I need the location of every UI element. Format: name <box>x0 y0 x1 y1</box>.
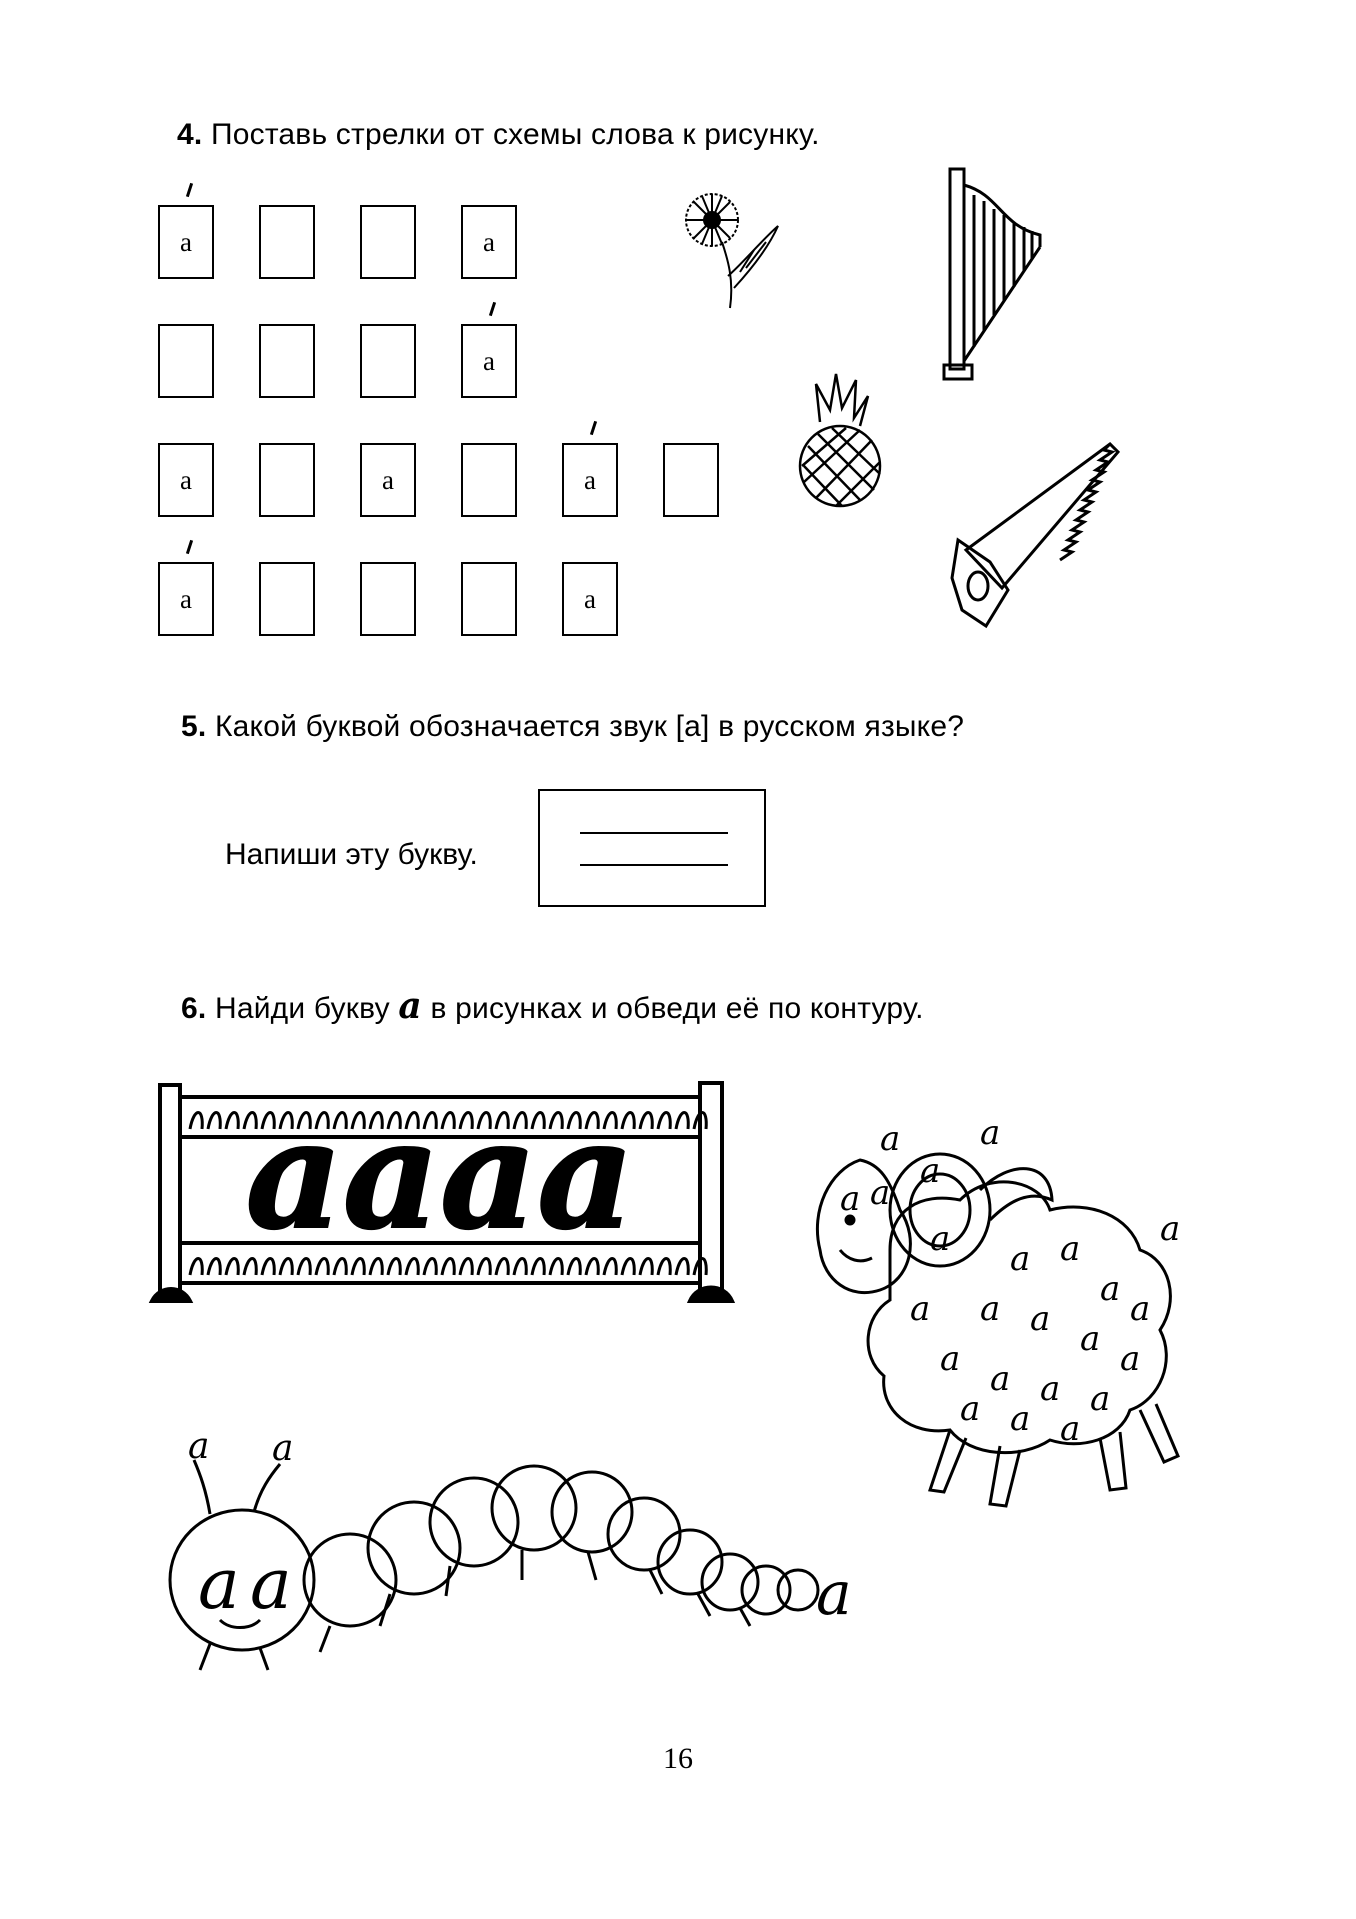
caterpillar-picture <box>150 1426 950 1690</box>
task-5-prompt: Напиши эту букву. <box>225 838 478 871</box>
task-4-number: 4. <box>177 118 203 151</box>
sheep-letter: а <box>1060 1229 1081 1269</box>
sheep-letter: а <box>980 1289 1001 1329</box>
sheep-letter: а <box>840 1179 861 1219</box>
rope-twist <box>226 1259 238 1276</box>
rope-twist <box>676 1259 688 1276</box>
writing-line <box>580 832 728 834</box>
stress-mark <box>186 540 193 554</box>
scheme-cell: а <box>158 443 214 517</box>
answer-box[interactable] <box>538 789 766 907</box>
task-5-question: Какой буквой обозначается звук [а] в русском языке? <box>214 710 965 743</box>
scheme-cell <box>259 205 315 279</box>
scheme-cell <box>461 562 517 636</box>
scheme-cell: а <box>562 562 618 636</box>
sheep-letter: а <box>1040 1369 1061 1409</box>
scheme-cell: а <box>158 205 214 279</box>
harp-icon <box>940 165 1050 385</box>
caterpillar-letter: а <box>198 1543 240 1625</box>
sheep-letter: а <box>1030 1299 1051 1339</box>
sheep-letter: а <box>1080 1319 1101 1359</box>
rope-twist <box>190 1259 202 1276</box>
scheme-cell <box>663 443 719 517</box>
sheep-letter: а <box>870 1173 891 1213</box>
sheep-letter: а <box>940 1339 961 1379</box>
page-number: 16 <box>663 1742 693 1775</box>
pineapple-icon <box>790 370 890 510</box>
rope-twist <box>208 1259 220 1276</box>
sheep-letter: а <box>910 1289 931 1329</box>
sheep-letter: а <box>1120 1339 1141 1379</box>
scheme-cell: а <box>461 205 517 279</box>
scheme-cell: а <box>461 324 517 398</box>
task-4-instruction: Поставь стрелки от схемы слова к рисунку. <box>210 118 820 151</box>
task-6-number: 6. <box>181 992 207 1025</box>
sheep-letter: а <box>920 1151 941 1191</box>
sheep-letter: а <box>980 1113 1001 1153</box>
caterpillar-letter: а <box>188 1426 210 1467</box>
banner-letters: аааа <box>245 1087 635 1263</box>
scheme-cell: а <box>360 443 416 517</box>
sheep-letter: а <box>990 1359 1011 1399</box>
sheep-letter: а <box>1160 1209 1181 1249</box>
scheme-cell: а <box>158 562 214 636</box>
scheme-cell <box>158 324 214 398</box>
scheme-cell <box>360 324 416 398</box>
scheme-cell <box>259 324 315 398</box>
stress-mark <box>590 421 597 435</box>
scheme-cell: а <box>562 443 618 517</box>
rope-twist <box>640 1113 652 1130</box>
sheep-letter: а <box>880 1119 901 1159</box>
task-6-instruction-end: в рисунках и обведи её по контуру. <box>430 992 924 1025</box>
scheme-cell <box>360 205 416 279</box>
task-5-heading <box>181 710 964 744</box>
sheep-letter: а <box>1010 1239 1031 1279</box>
caterpillar-letter: а <box>272 1428 294 1469</box>
caterpillar-letter: а <box>250 1543 292 1625</box>
rope-twist <box>208 1113 220 1130</box>
rope-twist <box>658 1113 670 1130</box>
rope-twist <box>658 1259 670 1276</box>
scheme-cell <box>360 562 416 636</box>
rope-twist <box>190 1113 202 1130</box>
task-6-instruction-start: Найди букву <box>214 992 390 1025</box>
dandelion-icon <box>670 180 810 320</box>
scheme-cell <box>461 443 517 517</box>
rope-twist <box>226 1113 238 1130</box>
fence-banner-picture <box>150 1075 740 1310</box>
scheme-cell <box>259 443 315 517</box>
cursive-letter-a: а <box>398 985 422 1027</box>
task-4-heading <box>177 118 820 152</box>
sheep-letter: а <box>1100 1269 1121 1309</box>
sheep-letter: а <box>1130 1289 1151 1329</box>
sheep-letter: а <box>1010 1399 1031 1439</box>
sheep-letter: а <box>1060 1409 1081 1449</box>
sheep-letter: а <box>1090 1379 1111 1419</box>
writing-line <box>580 864 728 866</box>
scheme-cell <box>259 562 315 636</box>
stress-mark <box>489 302 496 316</box>
rope-twist <box>640 1259 652 1276</box>
rope-twist <box>676 1113 688 1130</box>
saw-icon <box>950 430 1120 630</box>
stress-mark <box>186 183 193 197</box>
sheep-letter: а <box>930 1219 951 1259</box>
task-6-heading <box>181 985 924 1027</box>
caterpillar-letter: а <box>816 1559 852 1629</box>
task-5-number: 5. <box>181 710 207 743</box>
sheep-letter: а <box>960 1389 981 1429</box>
